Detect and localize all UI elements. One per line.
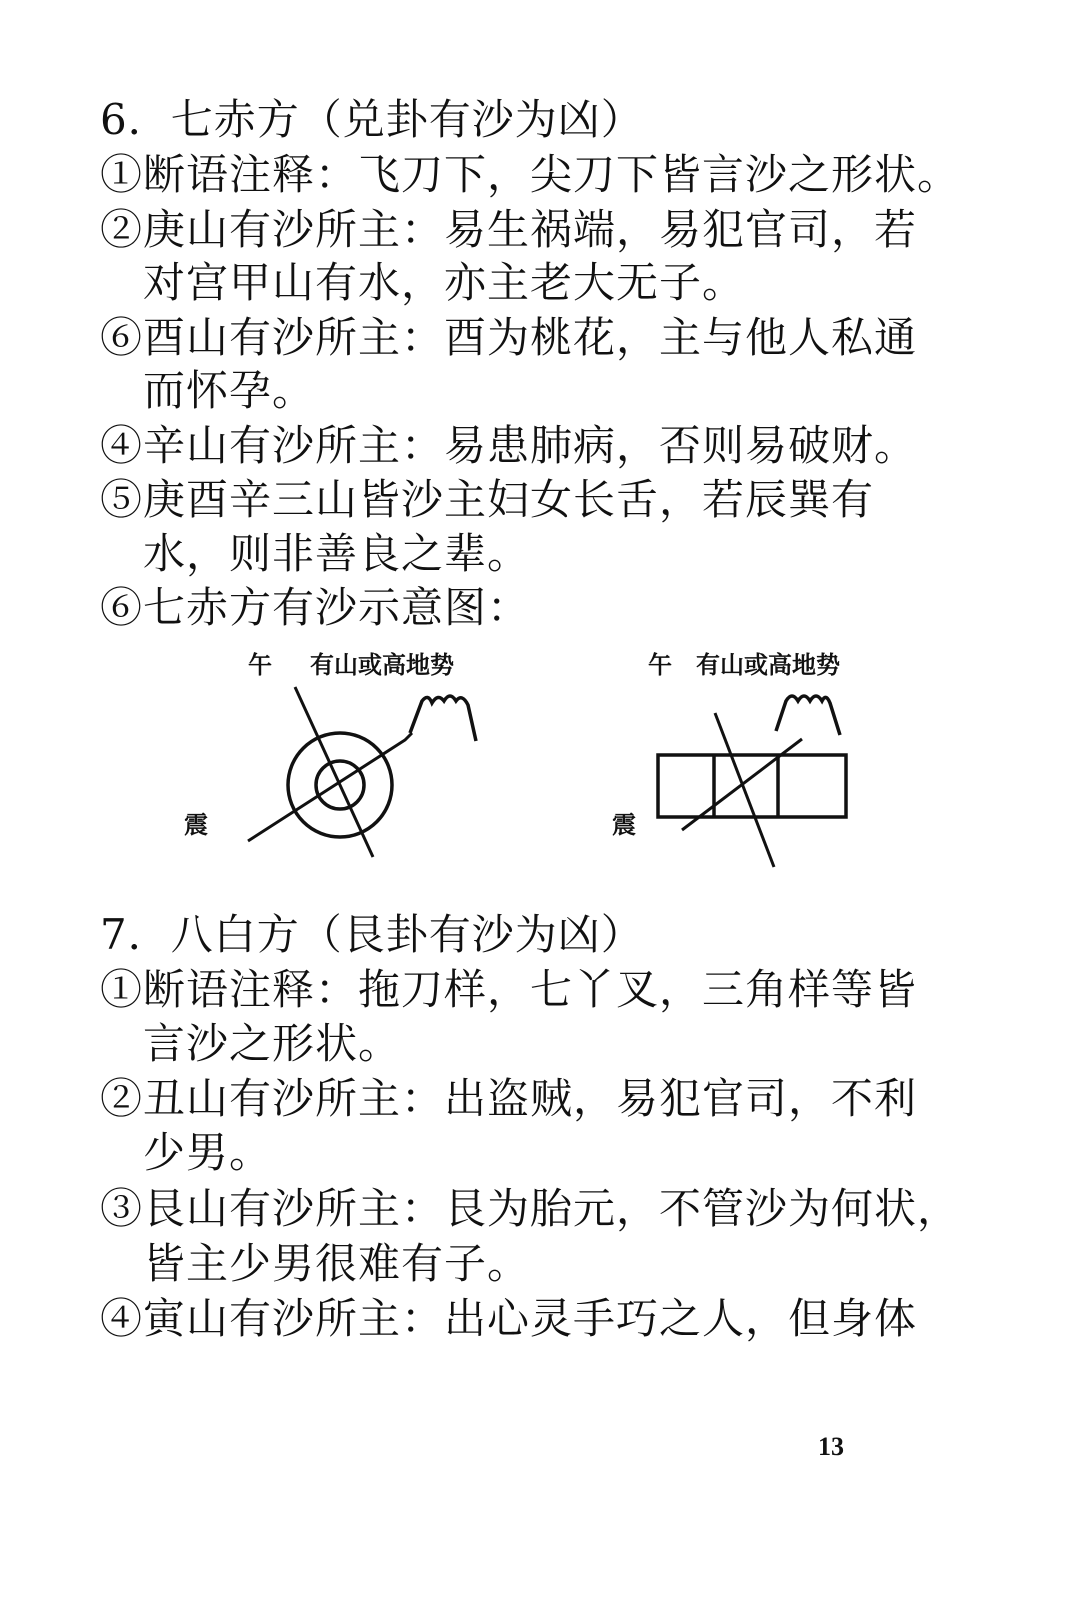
section6-item2-line2: 对宫甲山有水，亦主老大无子。 bbox=[143, 258, 746, 307]
section6-heading: 6．七赤方（兑卦有沙为凶） bbox=[100, 95, 644, 144]
section6-item3-line1: ⑥酉山有沙所主：酉为桃花，主与他人私通 bbox=[100, 313, 918, 362]
page-number: 13 bbox=[818, 1432, 844, 1461]
section6-item1: ①断语注释：飞刀下，尖刀下皆言沙之形状。 bbox=[100, 150, 961, 199]
left-label-zhen: 震 bbox=[184, 811, 208, 839]
section7-item2-line1: ②丑山有沙所主：出盗贼，易犯官司，不利 bbox=[100, 1074, 918, 1123]
section6-item6: ⑥七赤方有沙示意图： bbox=[100, 583, 531, 632]
right-axis-line bbox=[715, 713, 774, 867]
section6-item2-line1: ②庚山有沙所主：易生祸端，易犯官司，若 bbox=[100, 205, 918, 254]
right-diagram bbox=[612, 651, 846, 867]
section6-item5-line1: ⑤庚酉辛三山皆沙主妇女长舌，若辰巽有 bbox=[100, 475, 875, 524]
left-label-mountain: 有山或高地势 bbox=[310, 651, 454, 679]
left-sand-line bbox=[248, 733, 412, 841]
section7-item3-line1: ③艮山有沙所主：艮为胎元，不管沙为何状， bbox=[100, 1184, 961, 1233]
section6-item3-line2: 而怀孕。 bbox=[143, 366, 316, 415]
section6-item4: ④辛山有沙所主：易患肺病，否则易破财。 bbox=[100, 421, 918, 470]
section7-item3-line2: 皆主少男很难有子。 bbox=[143, 1239, 531, 1288]
right-label-mountain: 有山或高地势 bbox=[696, 651, 840, 679]
section7-item2-line2: 少男。 bbox=[143, 1128, 273, 1177]
section6-item5-line2: 水，则非善良之辈。 bbox=[143, 529, 531, 578]
left-mountain-icon bbox=[410, 696, 476, 741]
sand-diagram bbox=[170, 635, 930, 885]
section7-item4: ④寅山有沙所主：出心灵手巧之人，但身体 bbox=[100, 1294, 918, 1343]
section7-heading: 7．八白方（艮卦有沙为凶） bbox=[100, 910, 644, 959]
right-label-zhen: 震 bbox=[612, 811, 636, 839]
sand-diagram-svg bbox=[170, 635, 930, 885]
section7-item1-line1: ①断语注释：拖刀样，七丫叉，三角样等皆 bbox=[100, 965, 918, 1014]
section7-item1-line2: 言沙之形状。 bbox=[143, 1019, 402, 1068]
left-diagram bbox=[184, 651, 476, 857]
right-label-wu: 午 bbox=[648, 651, 672, 679]
right-mountain-icon bbox=[776, 696, 840, 735]
left-label-wu: 午 bbox=[248, 651, 272, 679]
